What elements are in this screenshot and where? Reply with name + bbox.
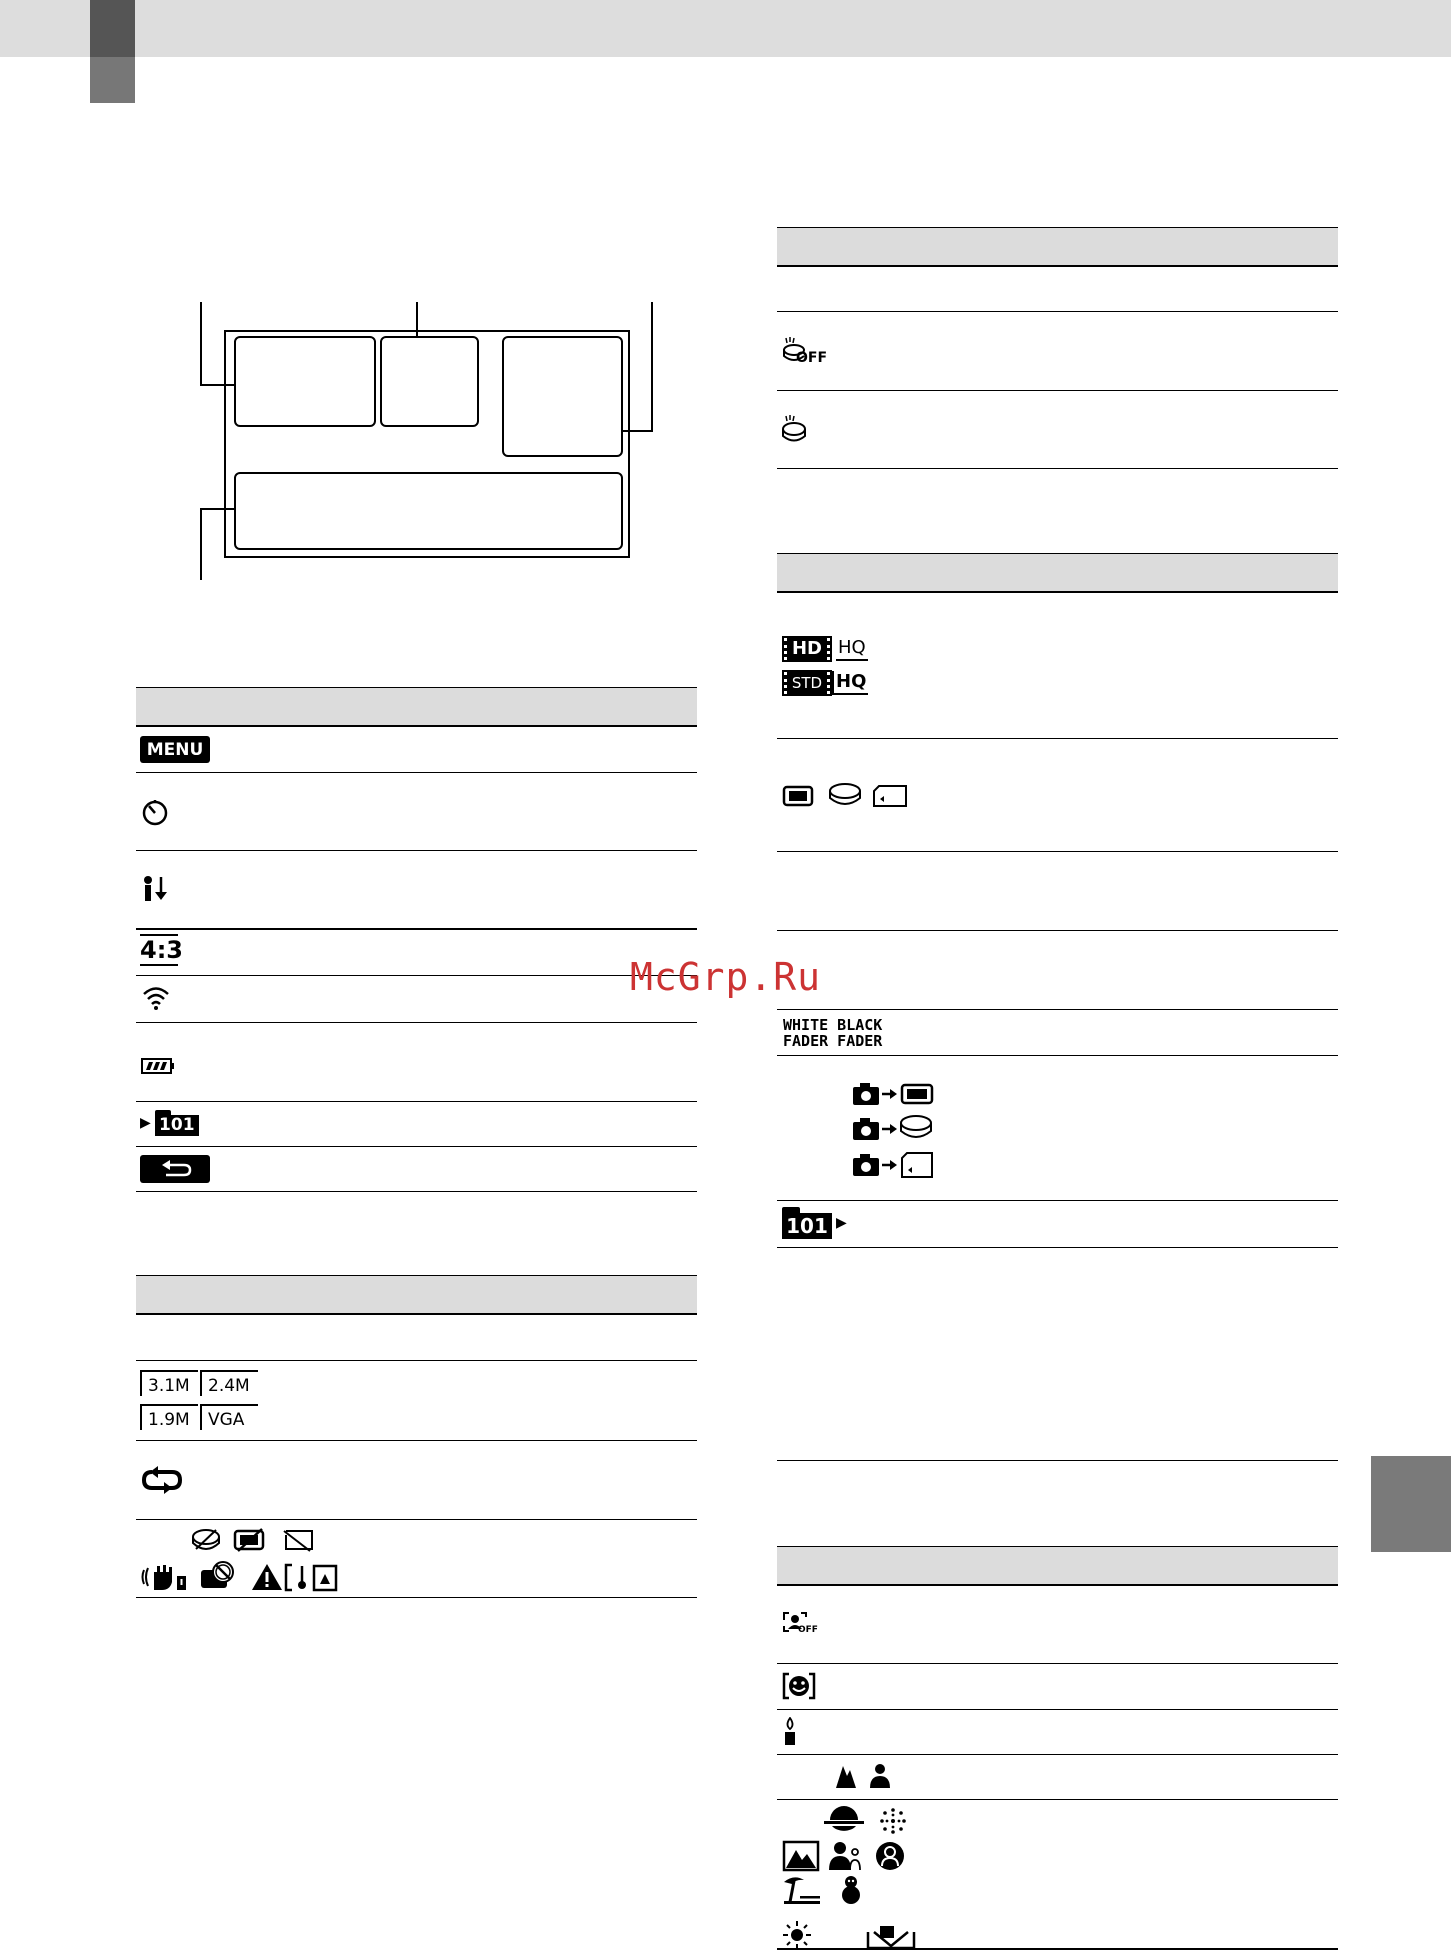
snow-icon: [838, 1874, 864, 1906]
flash-error-icon: [198, 1560, 238, 1592]
callout-line-a: [200, 302, 202, 386]
internal-memory-icon: [782, 784, 814, 808]
std-quality-icon: STD HQ: [782, 670, 868, 696]
disc-error-icon: [190, 1527, 222, 1553]
callout-line-b: [416, 302, 418, 338]
portrait-scene-icon: [828, 1840, 862, 1872]
candle-icon: [782, 1717, 798, 1747]
copy-to-card-icon: [852, 1150, 934, 1180]
landscape-mountain-icon: [834, 1762, 858, 1790]
mic-level-icon: [140, 874, 170, 904]
warning-icon: [250, 1562, 284, 1592]
callout-line-c: [651, 302, 653, 432]
portrait-person-icon: [868, 1762, 892, 1790]
spotlight-icon: [874, 1840, 906, 1872]
left-table-1-header: [136, 687, 697, 725]
watermark: McGrp.Ru: [630, 955, 822, 999]
db-mode-icon: [284, 1562, 338, 1592]
copy-to-hdd-icon: [852, 1114, 934, 1144]
callout-line-d: [200, 508, 202, 580]
left-table-2-header: [136, 1275, 697, 1313]
camera-shake-icon: [140, 1562, 190, 1592]
area-upper-center: [380, 336, 479, 427]
memory-card-icon: [872, 784, 908, 808]
sunrise-sunset-icon: [822, 1806, 866, 1836]
face-detection-off-icon: OFF: [782, 1610, 822, 1640]
hd-quality-icon: HD HQ: [782, 636, 868, 662]
right-table-2-header: [777, 553, 1338, 591]
fireworks-icon: [878, 1806, 908, 1836]
tripod-icon: [866, 1922, 916, 1950]
hdd-power-off-icon: OFF: [780, 336, 830, 368]
repeat-icon: [140, 1465, 184, 1495]
aspect-ratio-icon: 4:3: [140, 936, 183, 964]
return-button-icon: [140, 1155, 210, 1183]
callout-line-d2: [200, 508, 236, 510]
image-size-1-9m: 1.9M: [140, 1404, 198, 1430]
copy-to-memory-icon: [852, 1080, 934, 1108]
side-tab: [1371, 1456, 1451, 1552]
hdd-shock-icon: [780, 414, 810, 446]
header-band: [0, 0, 1451, 57]
auto-backlight-icon: [782, 1920, 812, 1950]
header-tab-marker-dark: [90, 0, 135, 57]
battery-icon: [141, 1057, 175, 1075]
landscape-scene-icon: [782, 1840, 820, 1872]
playback-folder-icon: ▶ 101: [140, 1110, 199, 1136]
memory-error-icon: [232, 1527, 268, 1553]
image-size-2-4m: 2.4M: [200, 1370, 258, 1396]
area-upper-left: [234, 336, 376, 427]
image-size-vga: VGA: [200, 1404, 258, 1430]
hard-disk-icon: [827, 782, 863, 810]
card-error-icon: [280, 1527, 316, 1553]
night-scene-icon: [782, 1806, 812, 1836]
callout-line-c2: [621, 430, 653, 432]
self-timer-icon: [140, 797, 170, 827]
area-upper-right: [502, 336, 623, 457]
recording-folder-icon: 101 ▶: [782, 1207, 847, 1239]
fader-icon: WHITE BLACK FADER FADER: [783, 1016, 883, 1050]
beach-icon: [782, 1874, 822, 1906]
image-size-3-1m: 3.1M: [140, 1370, 198, 1396]
right-table-4-header: [777, 1546, 1338, 1584]
menu-badge: MENU: [140, 736, 210, 763]
wifi-icon: [142, 985, 170, 1011]
smile-shutter-icon: [782, 1672, 816, 1700]
right-table-1-header: [777, 227, 1338, 265]
area-bottom: [234, 472, 623, 550]
callout-line-a2: [200, 384, 236, 386]
